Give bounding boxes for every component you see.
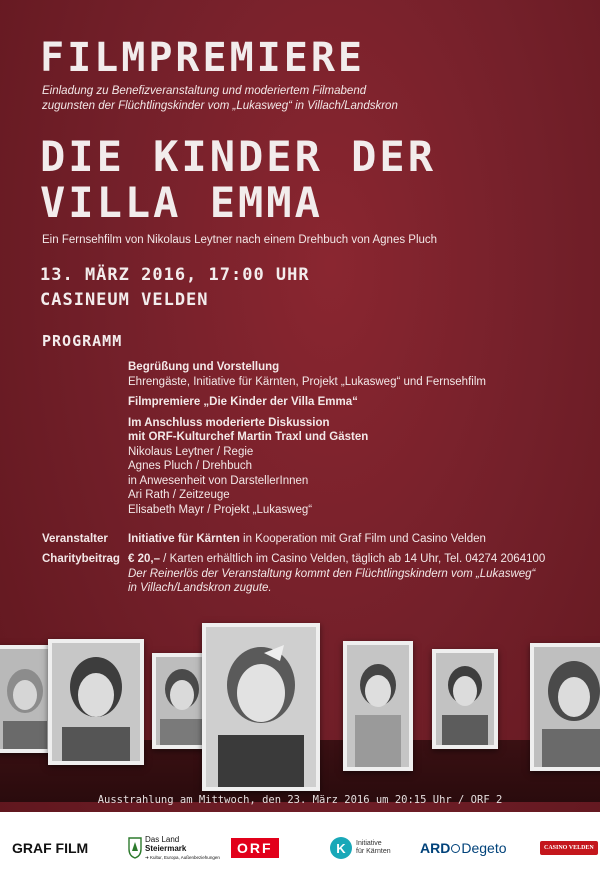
- child-photo: [432, 649, 498, 749]
- child-photo: [48, 639, 144, 765]
- child-photo: [343, 641, 413, 771]
- event-date: 13. MÄRZ 2016, 17:00 UHR: [40, 265, 310, 285]
- guest-item: Elisabeth Mayr / Projekt „Lukasweg“: [128, 503, 313, 516]
- invitation-line-2: zugunsten der Flüchtlingskinder vom „Lukasweg“ in Villach/Landskron: [42, 100, 398, 112]
- steiermark-shield-icon: [128, 837, 142, 859]
- initiative-text-1: Initiative: [356, 840, 382, 847]
- orf-logo-text: ORF: [231, 838, 279, 858]
- steiermark-logo: [128, 812, 220, 884]
- casino-logo-text: CASINO VELDEN: [540, 841, 598, 855]
- charity-price: € 20,–: [128, 553, 160, 565]
- degeto-text: Degeto: [461, 840, 507, 856]
- steiermark-text-1: Das Land: [145, 834, 180, 844]
- charity-note-2: in Villach/Landskron zugute.: [128, 582, 272, 594]
- broadcast-info: Ausstrahlung am Mittwoch, den 23. März 2016 um 20:15 Uhr / ORF 2: [97, 794, 503, 806]
- charity-text: / Karten erhältlich im Casino Velden, täglich ab 14 Uhr, Tel. 04274 2064100: [159, 553, 546, 565]
- steiermark-text-2: Steiermark: [145, 843, 187, 853]
- program-item-3-title-2: mit ORF-Kulturchef Martin Traxl und Gästen: [128, 431, 369, 443]
- guest-item: Ari Rath / Zeitzeuge: [128, 489, 230, 501]
- ard-text: ARD: [420, 840, 451, 856]
- film-title-line-1: DIE KINDER DER: [40, 132, 437, 181]
- event-venue: CASINEUM VELDEN: [40, 290, 209, 310]
- graf-film-logo: GRAF FILM: [12, 840, 89, 856]
- steiermark-text-3: ➔ Kultur, Europa, Außenbeziehungen: [145, 854, 220, 860]
- program-item-2-title: Filmpremiere „Die Kinder der Villa Emma“: [128, 396, 358, 408]
- program-heading: PROGRAMM: [42, 332, 123, 350]
- children-photo-strip: [0, 605, 600, 800]
- initiative-text-2: für Kärnten: [356, 848, 391, 855]
- charity-label: Charitybeitrag: [42, 553, 120, 565]
- ard-circle-icon: [451, 844, 460, 853]
- guest-item: in Anwesenheit von DarstellerInnen: [128, 474, 309, 487]
- title-filmpremiere: FILMPREMIERE: [40, 35, 365, 81]
- ard-degeto-logo: [420, 812, 507, 884]
- film-title-line-2: VILLA EMMA: [40, 178, 323, 227]
- initiative-kaernten-logo: [330, 812, 391, 884]
- orf-logo: [231, 812, 279, 884]
- organizer-cooperation: in Kooperation mit Graf Film und Casino Velden: [239, 533, 486, 545]
- guest-item: Agnes Pluch / Drehbuch: [128, 460, 253, 472]
- child-photo: [530, 643, 600, 771]
- casino-velden-logo: [540, 812, 598, 884]
- sponsor-logos: [0, 812, 600, 884]
- child-photo: [0, 645, 54, 753]
- organizer-label: Veranstalter: [42, 533, 108, 545]
- initiative-k-icon: K: [330, 837, 352, 859]
- invitation-line-1: Einladung zu Benefizveranstaltung und moderiertem Filmabend: [42, 85, 367, 97]
- program-item-3-title-1: Im Anschluss moderierte Diskussion: [128, 416, 330, 429]
- program-item-1-text: Ehrengäste, Initiative für Kärnten, Projekt „Lukasweg“ und Fernsehfilm: [128, 375, 486, 388]
- program-item-1-title: Begrüßung und Vorstellung: [128, 361, 280, 373]
- child-photo-center: [202, 623, 320, 791]
- film-byline: Ein Fernsehfilm von Nikolaus Leytner nach einem Drehbuch von Agnes Pluch: [42, 234, 438, 246]
- guest-item: Nikolaus Leytner / Regie: [128, 445, 254, 458]
- charity-note-1: Der Reinerlös der Veranstaltung kommt den Flüchtlingskindern vom „Lukasweg“: [128, 567, 536, 580]
- program-list: [128, 360, 578, 517]
- organizer-name: Initiative für Kärnten: [128, 533, 240, 545]
